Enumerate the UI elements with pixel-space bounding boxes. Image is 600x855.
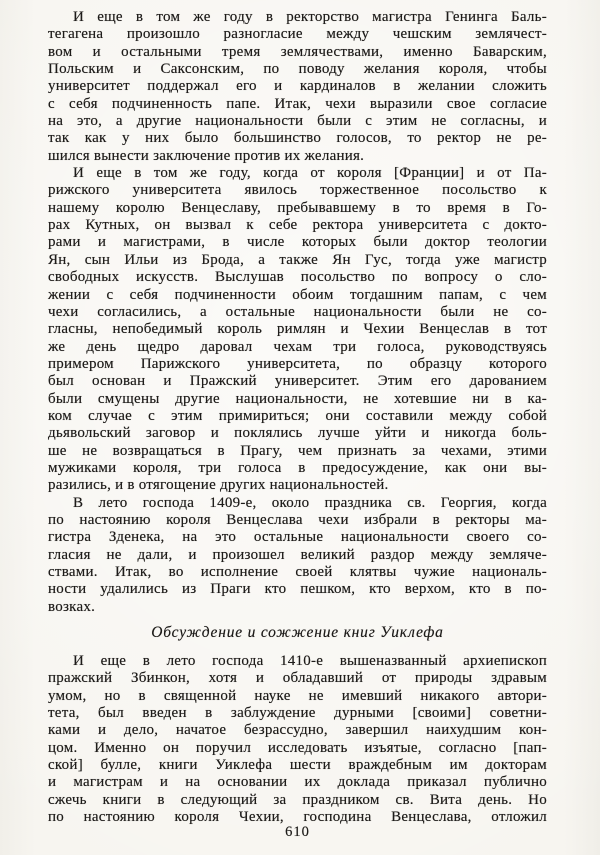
text-block (48, 9, 547, 826)
paragraph-line: и магистрам и на основании их доклада приказал публично (48, 774, 547, 791)
section-heading: Обсуждение и сожжение книг Уиклефа (151, 624, 444, 642)
paragraph-line: с себя подчиненность папе. Итак, чехи выразили свое согласие (48, 95, 547, 112)
paragraph-line: пражский Збинкон, хотя и обладавший от природы здравым (48, 670, 547, 687)
paragraph-line: возках. (48, 598, 96, 615)
paragraph-line: по настоянию короля Чехии, господина Венцеслава, отложил (48, 809, 547, 826)
paragraph-line: так как у них было большинство голосов, то ректор не ре- (48, 130, 547, 147)
paragraph-line: гласия не дали, и произошел великий раздор между земляче- (48, 546, 547, 563)
paragraph-line: рижского университета явилось торжественное посольство к (48, 182, 547, 199)
paragraph-line: чехи согласились, а остальные национальности были не со- (48, 303, 547, 320)
paragraph (48, 653, 547, 826)
paragraph-line: на это, а другие национальности были с этим не согласны, и (48, 113, 547, 130)
paragraph-line: разились, и в отягощение других национальностей. (48, 477, 389, 494)
paragraph-line: гистра Зденека, на это остальные национальности своего со- (48, 529, 547, 546)
paragraph-line: был основан и Пражский университет. Этим его дарованием (48, 373, 547, 390)
paragraph-line: ности удалились из Праги кто пешком, кто верхом, кто в по- (48, 581, 547, 598)
paragraph-line: Ян, сын Ильи из Брода, а также Ян Гус, тогда уже магистр (48, 251, 547, 268)
paragraph-line: цом. Именно он поручил исследовать изъятые, согласно [пап- (48, 739, 547, 756)
paragraph-line: университет поддержал его и кардиналов в желании сложить (48, 78, 547, 95)
paragraph-line: ками и дело, начатое безрассудно, завершил наихудшим кон- (48, 722, 547, 739)
paragraph-line: рами и магистрами, в числе которых были доктор теологии (48, 234, 547, 251)
paragraph (48, 165, 547, 495)
paragraph-line: мужиками короля, три голоса в предосуждение, как они вы- (48, 459, 547, 476)
paragraph-line: сжечь книги в следующий за праздником св. Вита день. Но (48, 791, 547, 808)
page-number: 610 (285, 824, 310, 840)
paragraph-line: по настоянию короля Венцеслава чехи избрали в ректоры ма- (48, 511, 547, 528)
paragraph-line: вом и остальными тремя землячествами, именно Баварским, (48, 43, 547, 60)
paragraph-line: Польским и Саксонским, по поводу желания короля, чтобы (48, 61, 547, 78)
paragraph-line: И еще в том же году, когда от короля [Франции] и от Па- (73, 165, 547, 182)
paragraph-line: И еще в том же году в ректорство магистра Генинга Баль- (73, 9, 547, 25)
paragraph-line: же день щедро даровал чехам три голоса, руководствуясь (48, 338, 547, 355)
paragraph-line: ком случае с этим примириться; они составили между собой (48, 407, 547, 424)
paragraph-line: примером Парижского университета, по образцу которого (48, 355, 547, 372)
paragraph-line: И еще в лето господа 1410-е вышеназванный архиепископ (73, 653, 547, 670)
paragraph-line: тета, был введен в заблуждение дурными [своими] советни- (48, 705, 547, 722)
paragraph-line: тегагена произошло разногласие между чешским землячест- (48, 26, 547, 43)
paragraph-line: умом, но в священной науке не имевший никакого автори- (48, 687, 547, 704)
paragraph-line: нашему королю Венцеславу, пребывавшему в то время в Го- (48, 199, 547, 216)
paragraph-line: гласны, непобедимый король римлян и Чехии Венцеслав в тот (48, 321, 547, 338)
paragraph-line: В лето господа 1409-е, около праздника св. Георгия, когда (73, 494, 547, 511)
paragraph-line: жении с себя подчиненности обоим тогдашним папам, с чем (48, 286, 547, 303)
paragraph (48, 495, 547, 616)
paragraph-line: ской] булле, книги Уиклефа шести враждебным им докторам (48, 757, 547, 774)
paragraph-line: дьявольский заговор и поклялись лучше уйти и никогда боль- (48, 425, 547, 442)
paragraph-line: ше не возвращаться в Прагу, чем признать за чехами, этими (48, 442, 547, 459)
paragraph (48, 9, 547, 165)
paragraph-line: ствами. Итак, во исполнение своей клятвы чужие националь- (48, 564, 547, 580)
paragraph-line: шился вынести заключение против их желания. (48, 147, 365, 164)
paragraph-line: свободных искусств. Выслушав посольство по вопросу о сло- (48, 269, 547, 286)
paragraph-line: рах Кутных, он вызвал к себе ректора университета с докто- (48, 217, 547, 234)
paragraph-line: были смущены другие национальности, не хотевшие ни в ка- (48, 390, 547, 407)
